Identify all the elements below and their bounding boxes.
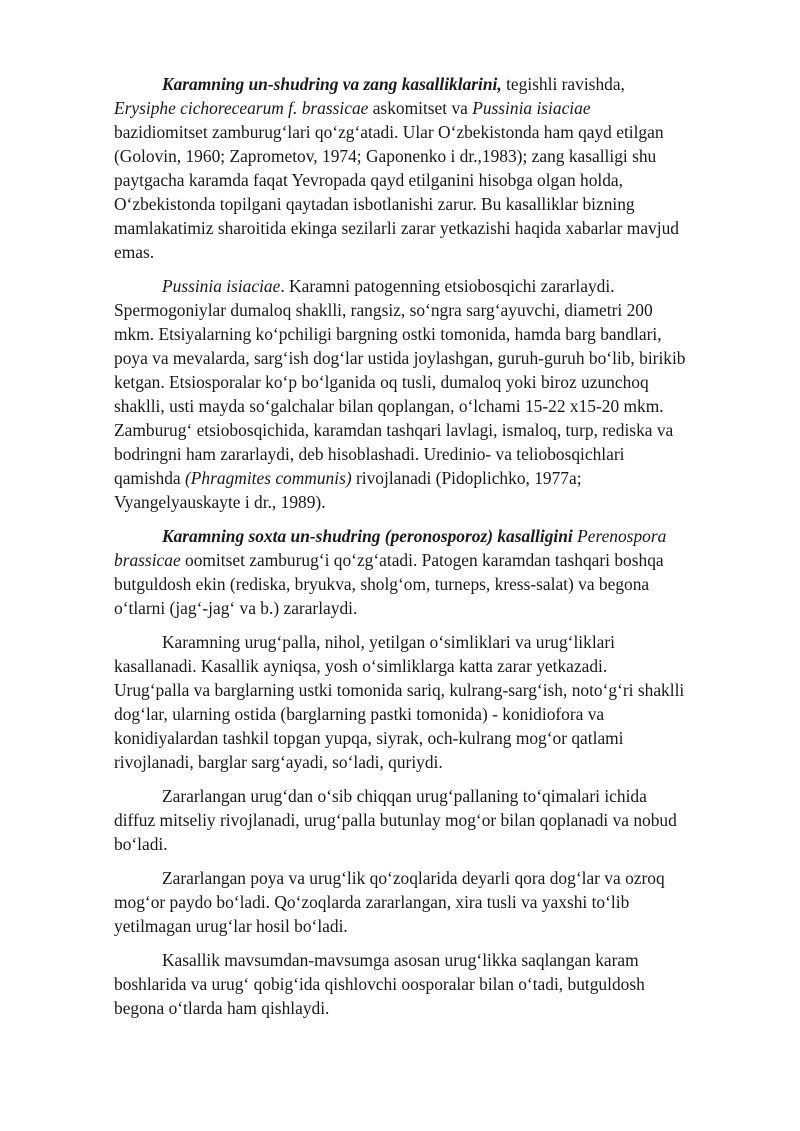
paragraph-1 bbox=[114, 72, 686, 264]
species-name: Pussinia isiaciae bbox=[472, 98, 591, 118]
paragraph-text: rivojlanadi (Pidoplichko, 1977a; Vyangelyauskayte i dr., 1989). bbox=[114, 468, 582, 512]
species-name: (Phragmites communis) bbox=[185, 468, 352, 488]
disease-heading: Karamning un-shudring va zang kasalliklarini, bbox=[162, 74, 502, 94]
paragraph-text: Kasallik mavsumdan-mavsumga asosan urug‘likka saqlangan karam boshlarida va urug‘ qobig‘ida qishlovchi oosporalar bilan o‘tadi, butguldosh begona o‘tlarda ham qishlaydi. bbox=[114, 950, 645, 1018]
paragraph-7 bbox=[114, 948, 686, 1020]
paragraph-3 bbox=[114, 524, 686, 620]
species-name: Pussinia isiaciae bbox=[162, 276, 281, 296]
paragraph-5 bbox=[114, 784, 686, 856]
paragraph-text: . Karamni patogenning etsiobosqichi zararlaydi. Spermogoniylar dumaloq shaklli, rangsiz, so‘ngra sarg‘ayuvchi, diametri 200 mkm. Etsiyalarning ko‘pchiligi bargning ostki tomonida, hamda barg bandlari, poya va mevalarda, sarg‘ish dog‘lar ustida joylashgan, guruh-guruh bo‘lib, birikib ketgan. Etsiosporalar ko‘p bo‘lganida oq tusli, dumaloq yoki biroz uzunchoq shaklli, usti mayda so‘galchalar bilan qoplangan, o‘lchami 15-22 x15-20 mkm. Zamburug‘ etsiobosqichida, karamdan tashqari lavlagi, ismaloq, turp, rediska va bodringni ham zararlaydi, deb hisoblashadi. Uredinio- va teliobosqichlari qamishda bbox=[114, 276, 686, 488]
paragraph-6 bbox=[114, 866, 686, 938]
paragraph-text: tegishli ravishda, bbox=[501, 74, 625, 94]
paragraph-text: Zararlangan poya va urug‘lik qo‘zoqlarida deyarli qora dog‘lar va ozroq mog‘or paydo bo‘ladi. Qo‘zoqlarda zararlangan, xira tusli va yaxshi to‘lib yetilmagan urug‘lar hosil bo‘ladi. bbox=[114, 868, 665, 936]
document-page bbox=[114, 72, 686, 1030]
species-name: Perenospora brassicae bbox=[114, 526, 667, 570]
paragraph-text: Zararlangan urug‘dan o‘sib chiqqan urug‘pallaning to‘qimalari ichida diffuz mitseliy rivojlanadi, urug‘palla butunlay mog‘or bilan qoplanadi va nobud bo‘ladi. bbox=[114, 786, 677, 854]
paragraph-2 bbox=[114, 274, 686, 514]
paragraph-text: Karamning urug‘palla, nihol, yetilgan o‘simliklari va urug‘liklari kasallanadi. Kasallik ayniqsa, yosh o‘simliklarga katta zarar yetkazadi. Urug‘palla va barglarning ustki tomonida sariq, kulrang-sarg‘ish, noto‘g‘ri shaklli dog‘lar, ularning ostida (barglarning pastki tomonida) - konidiofora va konidiyalardan tashkil topgan yupqa, siyrak, och-kulrang mog‘or qatlami rivojlanadi, barglar sarg‘ayadi, so‘ladi, quriydi. bbox=[114, 632, 685, 772]
paragraph-text: oomitset zamburug‘i qo‘zg‘atadi. Patogen karamdan tashqari boshqa butguldosh ekin (rediska, bryukva, sholg‘om, turneps, kress-salat) va begona o‘tlarni (jag‘-jag‘ va b.) zararlaydi. bbox=[114, 550, 664, 618]
paragraph-text: askomitset va bbox=[368, 98, 473, 118]
paragraph-text: bazidiomitset zamburug‘lari qo‘zg‘atadi. Ular O‘zbekistonda ham qayd etilgan (Golovin, 1960; Zaprometov, 1974; Gaponenko i dr.,1983); zang kasalligi shu paytgacha karamda faqat Yevropada qayd etilganini hisobga olgan holda, O‘zbekistonda topilgani qaytadan isbotlanishi zarur. Bu kasalliklar bizning mamlakatimiz sharoitida ekinga sezilarli zarar yetkazishi haqida xabarlar mavjud emas. bbox=[114, 122, 679, 262]
paragraph-4 bbox=[114, 630, 686, 774]
disease-heading: Karamning soxta un-shudring (peronosporoz) kasalligini bbox=[162, 526, 573, 546]
species-name: Erysiphe cichorecearum f. brassicae bbox=[114, 98, 369, 118]
